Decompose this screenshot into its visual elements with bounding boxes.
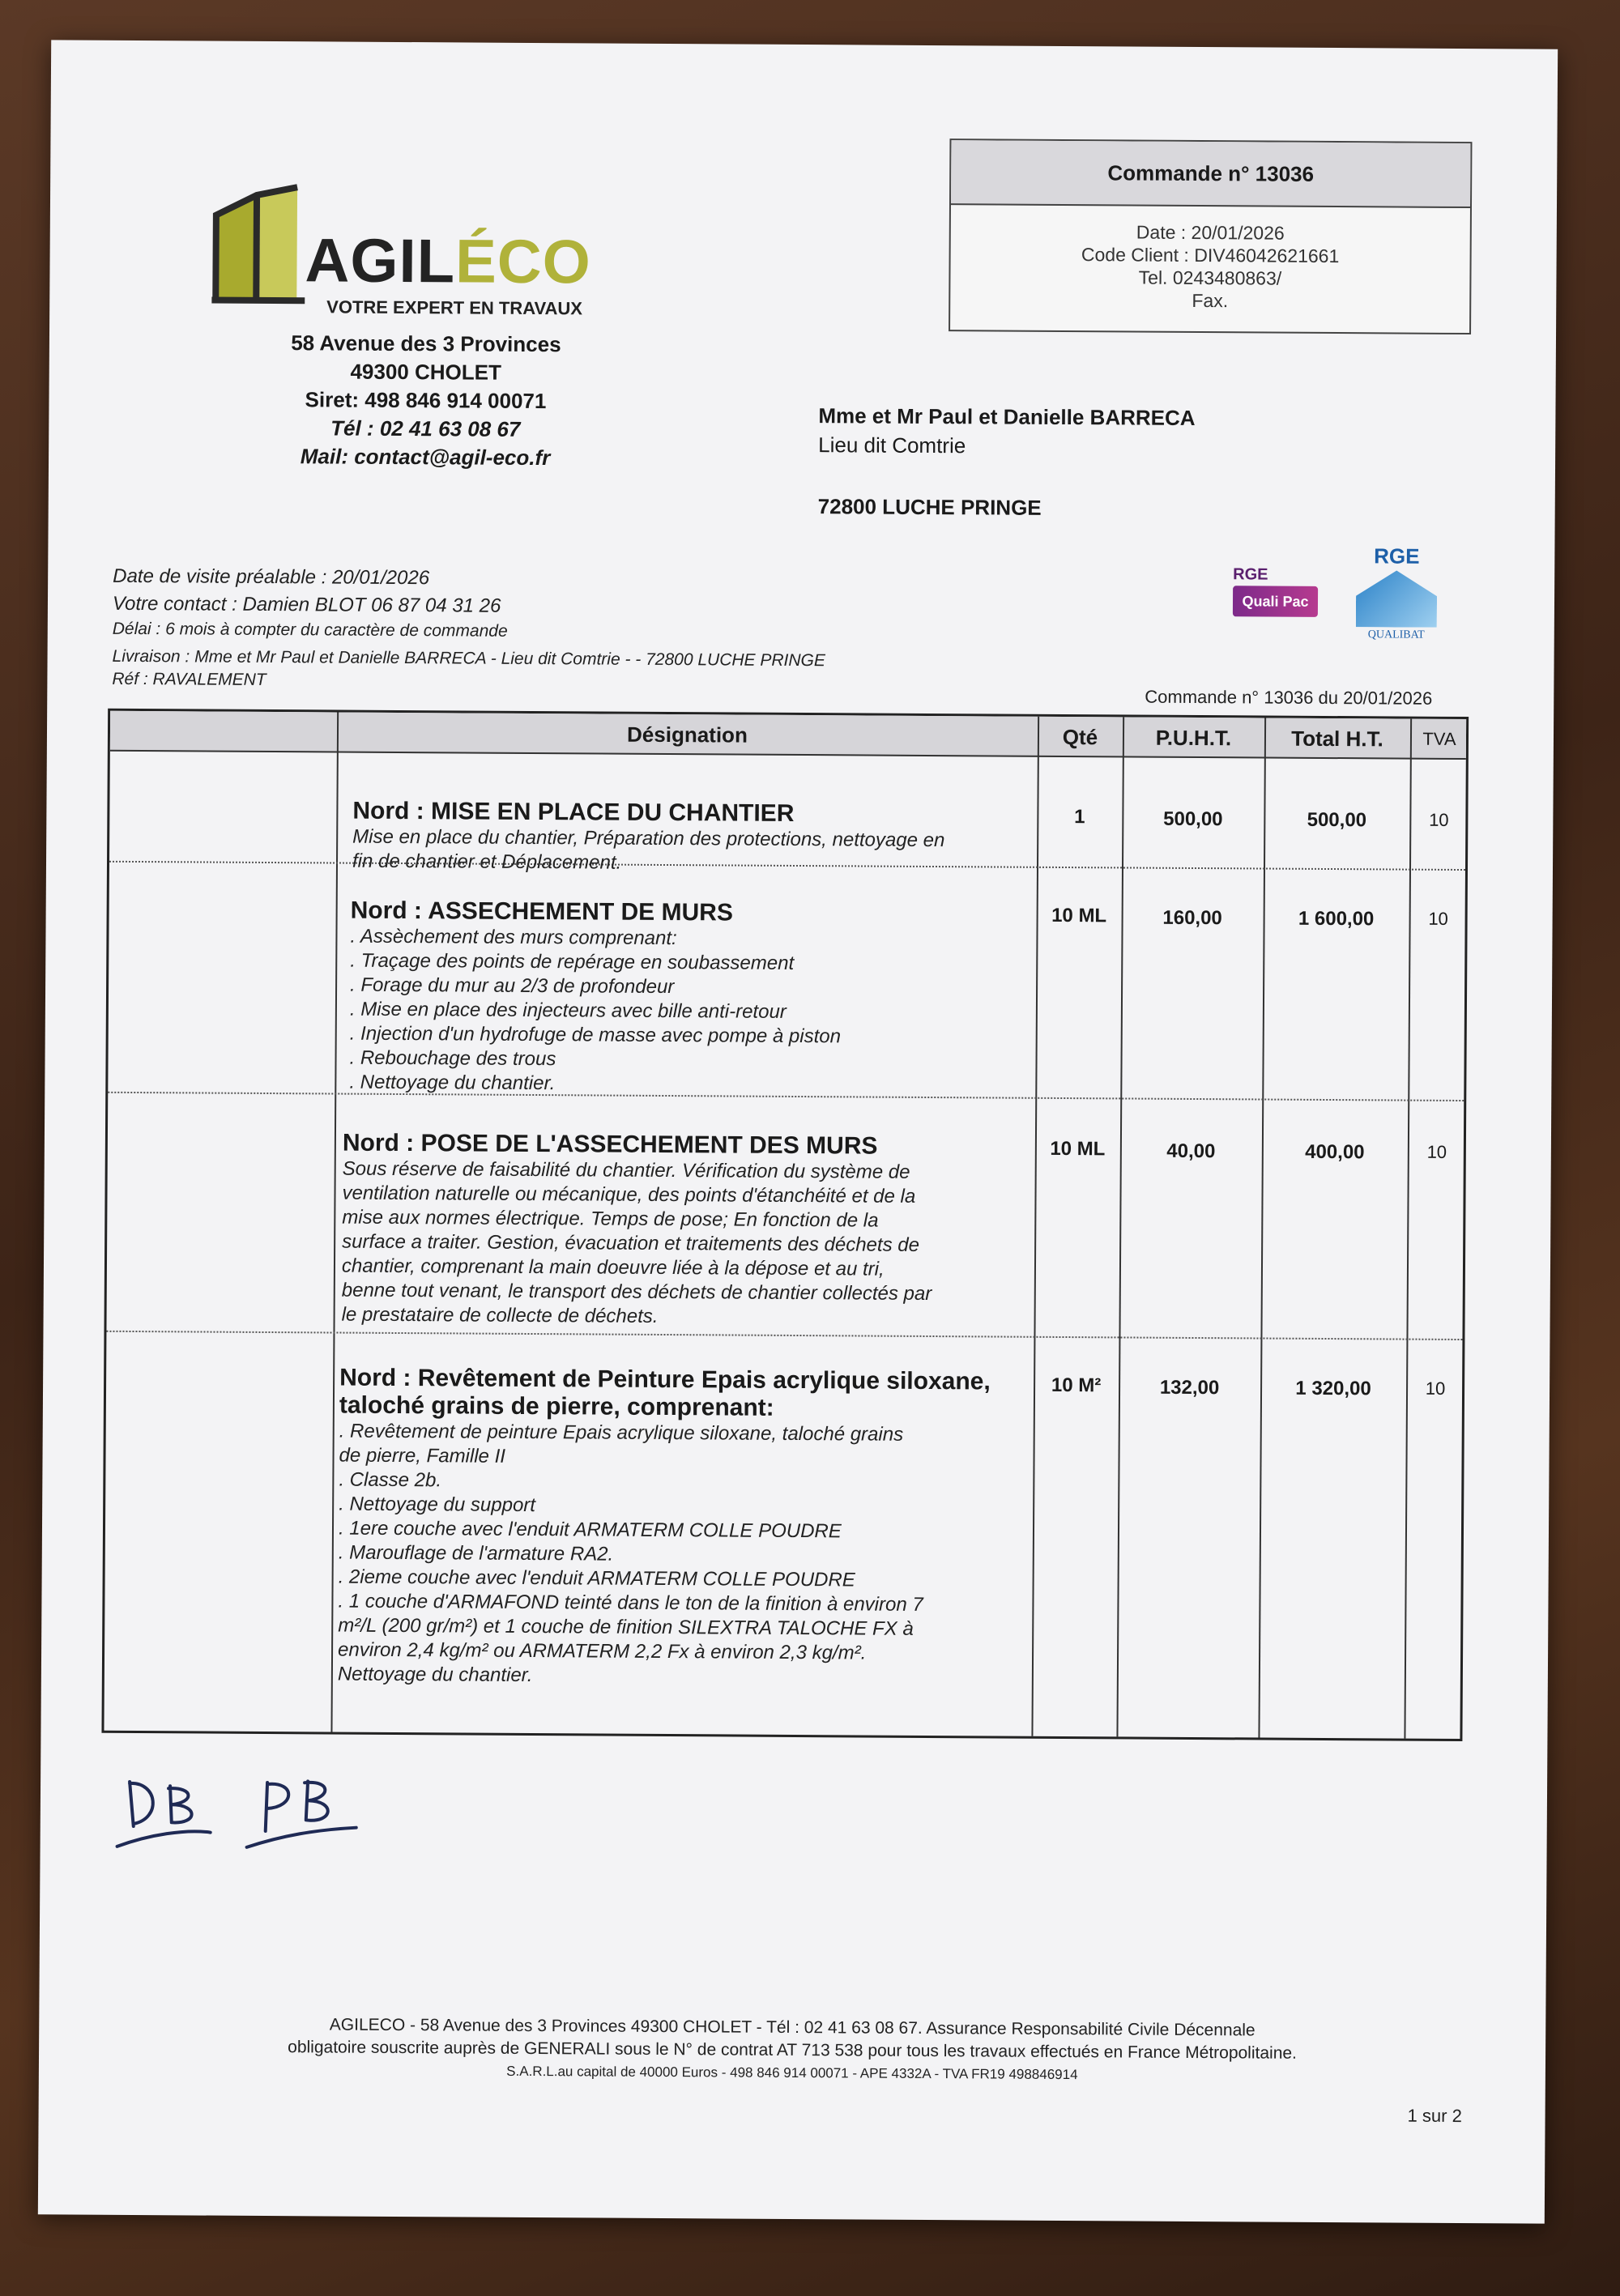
rge2-label: RGE [1374,543,1420,569]
item-desc-line: mise aux normes électrique. Temps de pose; En fonction de la [342,1206,879,1232]
item-desc-line: . Nettoyage du chantier. [349,1071,556,1095]
item-desc-line: . Classe 2b. [339,1468,442,1492]
item-desc-line: Nettoyage du chantier. [337,1663,533,1687]
order-date: Date : 20/01/2026 [1136,221,1285,244]
company-logo [211,183,666,347]
item-total: 1 320,00 [1295,1377,1371,1400]
item-tva: 10 [1425,1378,1446,1399]
item-desc-line: le prestataire de collecte de déchets. [341,1303,659,1327]
item-title: Nord : ASSECHEMENT DE MURS [350,897,734,926]
item-desc-line: . Revêtement de peinture Epais acrylique siloxane, taloché grains [339,1420,904,1446]
item-desc-line: . Marouflage de l'armature RA2. [338,1541,614,1565]
rge-qualipac-logo [1233,565,1322,627]
item-title: Nord : POSE DE L'ASSECHEMENT DES MURS [342,1129,878,1160]
item-qty: 10 ML [1051,904,1107,927]
column-divider [1404,719,1412,1739]
visit-info [112,563,825,695]
item-desc-line: . 1ere couche avec l'enduit ARMATERM COLLE POUDRE [338,1517,842,1543]
order-tel: Tel. 0243480863/ [1138,266,1282,289]
item-unit-price: 132,00 [1159,1376,1220,1399]
page-number: 1 sur 2 [1407,2105,1462,2127]
footer-line3: S.A.R.L.au capital de 40000 Euros - 498 846 914 00071 - APE 4332A - TVA FR19 498846914 [506,2063,1078,2083]
header-total: Total H.T. [1291,726,1383,751]
order-client-code: Code Client : DIV46042621661 [1081,244,1340,267]
item-desc-line: . Injection d'un hydrofuge de masse avec pompe à piston [349,1022,842,1048]
company-address [239,329,612,473]
item-desc-line: benne tout venant, le transport des déchets de chantier collectés par [341,1279,932,1306]
item-total: 400,00 [1305,1140,1365,1164]
item-unit-price: 500,00 [1163,807,1223,831]
item-desc-line: . 2ieme couche avec l'enduit ARMATERM COLLE POUDRE [338,1565,855,1591]
signature-db [117,1782,211,1847]
client-city: 72800 LUCHE PRINGE [817,494,1042,520]
column-divider [1258,718,1266,1738]
client-name: Mme et Mr Paul et Danielle BARRECA [818,403,1196,430]
visit-contact: Votre contact : Damien BLOT 06 87 04 31 26 [112,592,501,617]
footer-line1: AGILECO - 58 Avenue des 3 Provinces 49300 CHOLET - Tél : 02 41 63 08 67. Assurance Responsabilité Civile Décennale [329,2015,1256,2040]
item-desc-line: Sous réserve de faisabilité du chantier. Vérification du système de [342,1157,910,1183]
qualipac-badge: Quali Pac [1233,586,1318,617]
row-separator [106,1331,1462,1340]
table-row [352,798,1034,878]
logo-tagline: VOTRE EXPERT EN TRAVAUX [326,296,583,319]
order-title: Commande n° 13036 [951,140,1470,208]
client-street: Lieu dit Comtrie [818,432,966,458]
item-desc-line: . Assèchement des murs comprenant: [350,925,677,950]
company-address-line1: 58 Avenue des 3 Provinces [291,330,561,357]
visit-delivery: Livraison : Mme et Mr Paul et Danielle BARRECA - Lieu dit Comtrie - - 72800 LUCHE PRINGE [112,646,825,671]
item-title: Nord : MISE EN PLACE DU CHANTIER [352,797,795,827]
order-fax: Fax. [1192,289,1229,312]
order-box [949,138,1472,334]
visit-date: Date de visite préalable : 20/01/2026 [113,564,430,590]
table-row [338,1365,1030,1691]
header-unit-price: P.U.H.T. [1155,725,1232,750]
item-total: 500,00 [1307,808,1367,832]
visit-delay: Délai : 6 mois à compter du caractère de commande [112,619,508,641]
quote-table [101,709,1469,1741]
table-row [349,897,1030,1099]
item-desc-line: . Mise en place des injecteurs avec bille anti-retour [349,998,787,1023]
item-qty: 10 M² [1051,1374,1102,1397]
item-desc-line: m²/L (200 gr/m²) et 1 couche de finition SILEXTRA TALOCHE FX à [338,1614,914,1640]
item-desc-line: surface a traiter. Gestion, évacuation et traitements des déchets de [342,1230,920,1256]
signature-pb [247,1781,356,1848]
item-tva: 10 [1426,1141,1447,1162]
item-desc-line: . 1 couche d'ARMAFOND teinté dans le ton de la finition à environ 7 [338,1590,923,1616]
item-desc-line: ventilation naturelle ou mécanique, des points d'étanchéité et de la [342,1182,916,1208]
item-desc-line: . Rebouchage des trous [349,1046,556,1071]
column-divider [1116,717,1124,1736]
item-tva: 10 [1429,809,1449,830]
client-address [818,401,1196,523]
company-address-line2: 49300 CHOLET [350,359,502,385]
item-desc-line: environ 2,4 kg/m² ou ARMATERM 2,2 Fx à environ 2,3 kg/m². [338,1638,867,1664]
quote-document [38,40,1558,2223]
item-qty: 10 ML [1050,1137,1106,1161]
header-designation: Désignation [626,722,748,748]
qualibat-text: QUALIBAT [1367,628,1425,641]
order-reference: Commande n° 13036 du 20/01/2026 [1145,686,1433,709]
building-logo-icon [211,183,309,305]
item-desc-line: fin de chantier et Déplacement. [352,850,622,874]
qualibat-house-icon [1356,570,1437,628]
company-mail: Mail: contact@agil-eco.fr [300,444,551,471]
item-desc-line: Mise en place du chantier, Préparation des protections, nettoyage en [352,825,945,852]
header-qty: Qté [1062,724,1098,749]
handwritten-signatures [113,1757,437,1864]
item-desc-line: . Forage du mur au 2/3 de profondeur [350,973,675,999]
rge1-label: RGE [1233,565,1268,584]
item-qty: 1 [1074,806,1085,829]
visit-ref: Réf : RAVALEMENT [112,669,266,689]
company-phone: Tél : 02 41 63 08 67 [330,415,521,441]
item-unit-price: 40,00 [1166,1139,1216,1163]
item-desc-line: . Traçage des points de repérage en soubassement [350,949,795,974]
company-siret: Siret: 498 846 914 00071 [305,387,547,414]
item-desc-line: . Nettoyage du support [339,1493,536,1517]
rge-qualibat-logo [1352,543,1442,650]
item-tva: 10 [1428,908,1448,929]
header-tva: TVA [1422,728,1456,749]
item-desc-line: chantier, comprenant la main doeuvre liée à la dépose et au tri, [341,1254,885,1280]
logo-wordmark: AGILÉCO [305,226,592,297]
item-title: Nord : Revêtement de Peinture Epais acrylique siloxane, taloché grains de pierre, comprenant: [339,1364,991,1421]
item-total: 1 600,00 [1298,907,1375,931]
item-desc-line: de pierre, Famille II [339,1444,506,1467]
table-row [342,1130,1031,1331]
item-unit-price: 160,00 [1162,906,1222,930]
footer [120,2013,1464,2089]
footer-line2: obligatoire souscrite auprès de GENERALI sous le N° de contrat AT 713 538 pour tous les travaux effectués en France Métropolitaine. [288,2038,1298,2063]
